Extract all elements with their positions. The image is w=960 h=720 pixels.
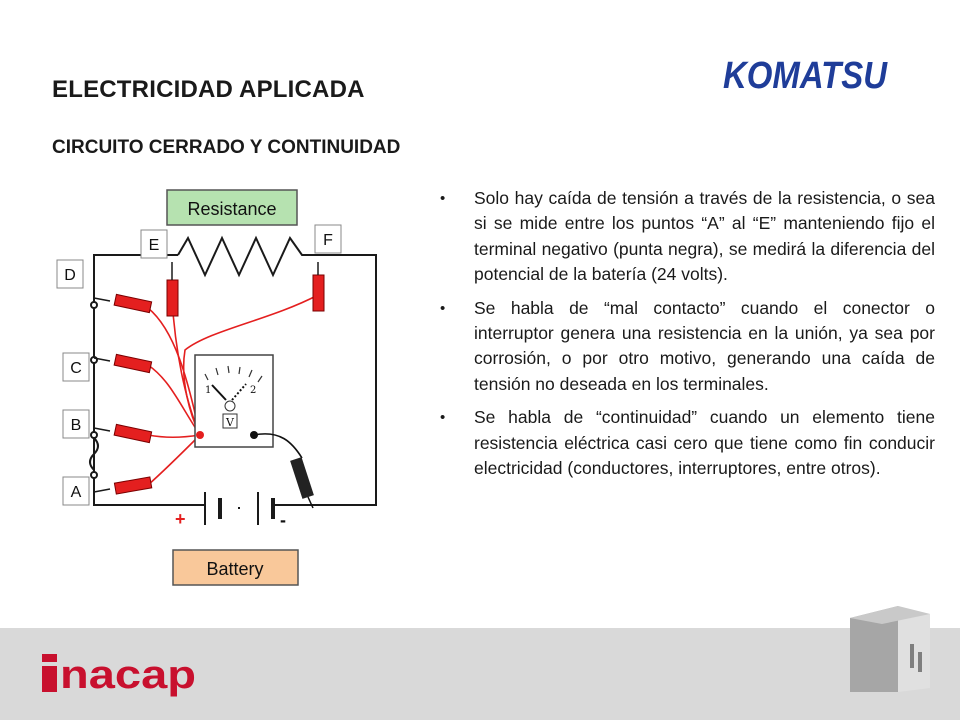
bullet-dot: • [440,409,446,427]
point-label-e: E [148,237,160,254]
meter-positive-terminal [196,431,204,439]
probe-a [114,477,151,494]
voltmeter [195,355,273,447]
bullet-text: Se habla de “continuidad” cuando un elemento tiene resistencia eléctrica casi cero que tiene como fin conducir electricidad (conductores, interruptores, entre otros). [474,407,935,479]
inacap-logo [40,644,200,698]
plus-sign: + [175,509,186,529]
bullet-item [440,405,935,481]
probe-b [114,424,152,442]
point-label-a: A [70,484,82,501]
point-label-b: B [70,417,82,434]
point-label-c: C [70,360,82,377]
slide-subtitle: CIRCUITO CERRADO Y CONTINUIDAD [52,137,401,158]
bullet-dot: • [440,190,446,207]
bullet-text: Solo hay caída de tensión a través de la resistencia, o sea si se mide entre los puntos “A” al “E” manteniendo fijo el terminal negativo (punta negra), se medirá la diferencia del potencial de la batería (24 volts). [474,188,935,285]
resistance-label: Resistance [187,199,277,219]
slide-title: ELECTRICIDAD APLICADA [52,76,365,103]
meter-symbol: V [226,416,234,429]
battery-label: Battery [206,559,264,579]
probe-e [167,280,178,316]
bullet-item [440,296,935,398]
svg-text:KOMATSU: KOMATSU [723,55,889,97]
komatsu-logo [720,52,890,97]
point-label-f: F [323,232,333,249]
resistor-symbol [178,238,305,275]
inacap-logo-text: nacap [60,653,196,697]
probe-c [114,354,152,372]
bullet-item [440,186,935,288]
meter-scale-max: 2 [250,385,257,396]
meter-scale-min: 1 [205,385,212,396]
black-probe [290,457,314,499]
probe-d [114,294,152,312]
bullet-text: Se habla de “mal contacto” cuando el conector o interruptor genera una resistencia en la unión, ya sea por corrosión, o por otro motivo, generando una caída de tensión no deseada en los terminales. [474,297,935,394]
circuit-diagram [40,180,440,590]
minus-sign: - [280,510,286,530]
bullet-list [440,186,935,489]
point-label-d: D [64,267,76,284]
bullet-dot: • [440,299,446,317]
corner-building-graphic [850,600,930,692]
probe-f [313,275,324,311]
